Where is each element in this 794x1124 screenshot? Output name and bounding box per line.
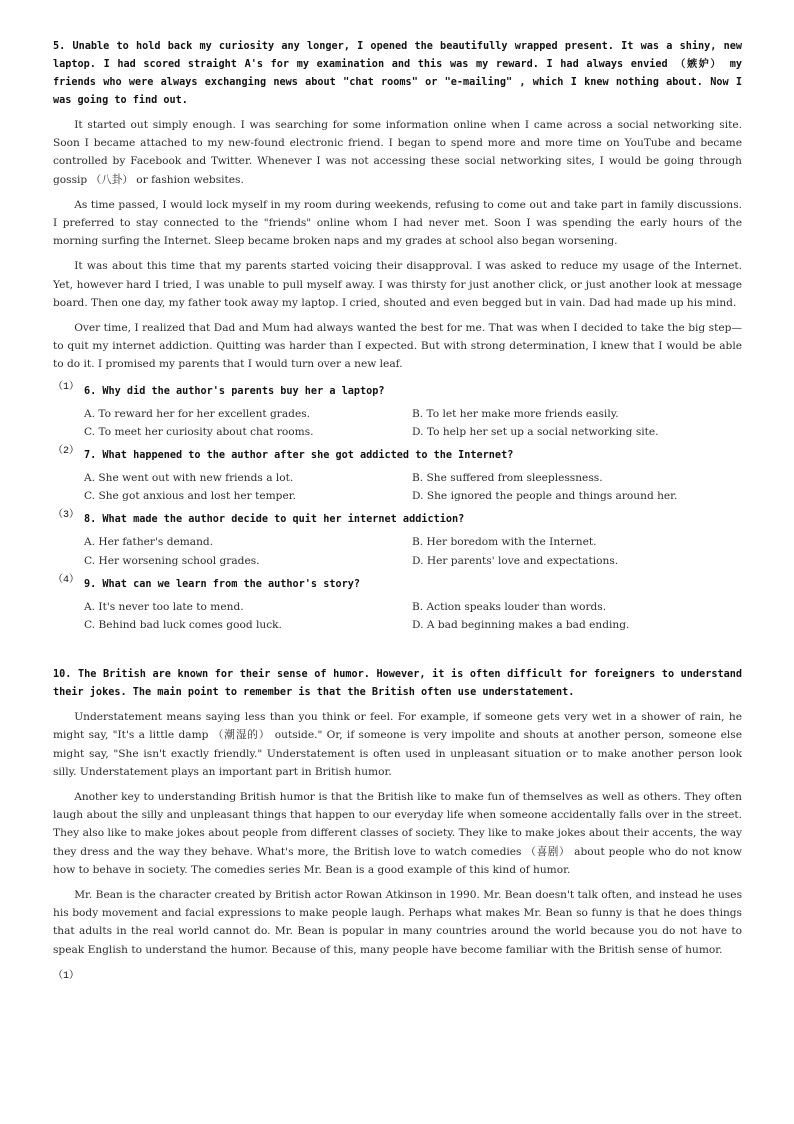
question-6-options (84, 405, 742, 441)
passage-2-intro: 10. The British are known for their sense of humor. However, it is often difficult for foreigners to understand their jokes. The main point to remember is that the British often use understatement. (53, 669, 742, 699)
option-b[interactable]: B. To let her make more friends easily. (412, 407, 619, 420)
question-7 (53, 445, 742, 465)
option-a[interactable]: A. To reward her for her excellent grades. (84, 407, 311, 420)
option-b[interactable]: B. Action speaks louder than words. (412, 600, 607, 613)
question-text: 9. What can we learn from the author's story? (84, 578, 361, 590)
question-text: 6. Why did the author's parents buy her a laptop? (84, 385, 385, 397)
passage-2-paragraph: Another key to understanding British humor is that the British like to make fun of themselves as well as others. They often laugh about the silly and unpleasant things that happen to our everyday life when someone accidentally falls over in the street. They also like to make jokes about people from different classes of society. They like to make jokes about their accents, the way they dress and the way they behave. What's more, the British love to watch comedies （喜剧） about people who do not know how to behave in society. The comedies series Mr. Bean is a good example of this kind of humor. (53, 790, 742, 876)
option-a[interactable]: A. It's never too late to mend. (84, 600, 244, 613)
question-text: 7. What happened to the author after she got addicted to the Internet? (84, 450, 514, 462)
option-a[interactable]: A. Her father's demand. (84, 536, 214, 549)
option-b[interactable]: B. She suffered from sleeplessness. (412, 472, 603, 485)
option-b[interactable]: B. Her boredom with the Internet. (412, 536, 597, 549)
option-c[interactable]: C. To meet her curiosity about chat rooms. (84, 425, 314, 438)
question-number: （1） (53, 381, 80, 393)
question-number: （1） (53, 970, 80, 982)
passage-1-paragraph: It was about this time that my parents started voicing their disapproval. I was asked to reduce my usage of the Internet. Yet, however hard I tried, I was unable to pull myself away. I was thirsty for just another click, or just another look at message board. Then one day, my father took away my laptop. I cried, shouted and even begged but in vain. Dad had made up his mind. (53, 260, 742, 309)
passage-1-paragraph: As time passed, I would lock myself in my room during weekends, refusing to come out and take part in family discussions. I preferred to stay connected to the "friends" online whom I had never met. Soon I was spending the early hours of the morning surfing the Internet. Sleep became broken naps and my grades at school also began worsening. (53, 198, 742, 248)
option-c[interactable]: C. She got anxious and lost her temper. (84, 490, 296, 503)
question-number: （3） (53, 510, 80, 522)
passage-1-paragraph: It started out simply enough. I was searching for some information online when I came across a social networking site. Soon I became attached to my new-found electronic friend. I began to spend more and more time on YouTube and became controlled by Facebook and Twitter. Whenever I was not accessing these social networking sites, I would be going through gossip （八卦） or fashion websites. (53, 119, 742, 186)
question-9-options (84, 598, 742, 634)
option-d[interactable]: D. She ignored the people and things around her. (412, 490, 678, 503)
question-text: 8. What made the author decide to quit her internet addiction? (84, 514, 465, 526)
passage-1-intro: 5. Unable to hold back my curiosity any longer, I opened the beautifully wrapped present. It was a shiny, new laptop. I had scored straight A's for my examination and this was my reward. I had always envied （嫉妒） my friends who were always exchanging news about "chat rooms" or "e-mailing" , which I knew nothing about. Now I was going to find out. (53, 41, 742, 106)
question-number: （4） (53, 574, 80, 586)
passage-2-paragraph: Understatement means saying less than you think or feel. For example, if someone gets very wet in a shower of rain, he might say, "It's a little damp （潮湿的） outside." Or, if someone is very impolite and shouts at another person, someone else might say, "She isn't exactly friendly." Understatement is often used in unpleasant situation or to make another person look silly. Understatement plays an important part in British humor. (53, 711, 742, 778)
question-8 (53, 509, 742, 529)
question-number: （2） (53, 446, 80, 458)
passage-1-paragraph: Over time, I realized that Dad and Mum had always wanted the best for me. That was when I decided to take the big step—to quit my internet addiction. Quitting was harder than I expected. But with strong determination, I knew that I would be able to do it. I promised my parents that I would turn over a new leaf. (53, 322, 742, 371)
option-c[interactable]: C. Behind bad luck comes good luck. (84, 618, 282, 631)
question-8-options (84, 533, 742, 569)
question-7-options (84, 469, 742, 505)
section-gap (53, 638, 742, 666)
worksheet-page (53, 38, 742, 982)
passage-2-paragraph: Mr. Bean is the character created by British actor Rowan Atkinson in 1990. Mr. Bean doesn't talk often, and instead he uses his body movement and facial expressions to make people laugh. Perhaps what makes Mr. Bean so funny is that he does things that adults in the real world cannot do. Mr. Bean is popular in many countries around the world because you do not have to speak English to understand the humor. Because of this, many people have become familiar with the British sense of humor. (53, 888, 743, 956)
question-9 (53, 574, 742, 594)
question-6 (53, 381, 742, 401)
option-d[interactable]: D. A bad beginning makes a bad ending. (412, 618, 630, 631)
option-c[interactable]: C. Her worsening school grades. (84, 554, 260, 567)
option-a[interactable]: A. She went out with new friends a lot. (84, 472, 294, 485)
option-d[interactable]: D. Her parents' love and expectations. (412, 554, 619, 567)
option-d[interactable]: D. To help her set up a social networking site. (412, 425, 659, 438)
